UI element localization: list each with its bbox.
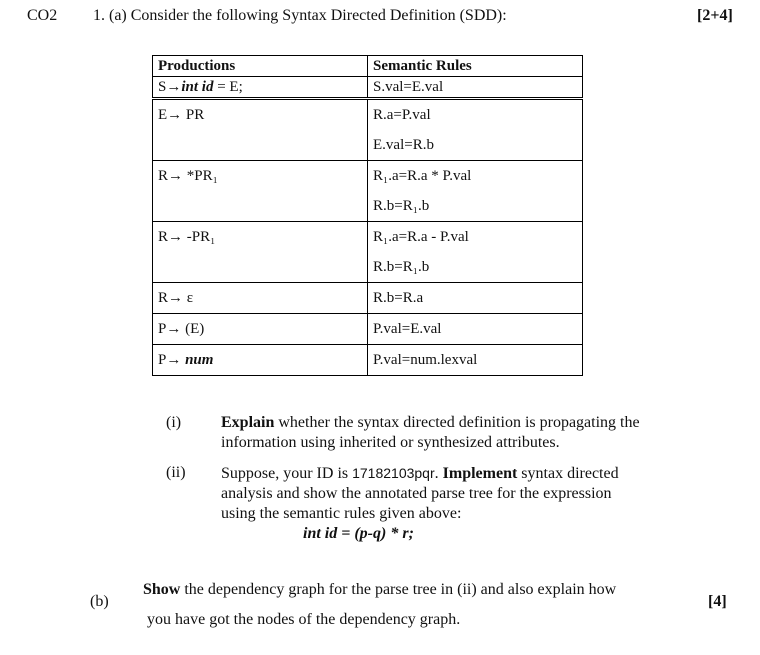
part-b-line1: Show the dependency graph for the parse tree in (ii) and also explain how	[143, 581, 617, 598]
table-row	[153, 222, 583, 283]
production-cell: R→ ε	[153, 283, 368, 314]
table-row	[153, 161, 583, 222]
table-row	[153, 345, 583, 376]
student-id: 17182103pqr	[352, 465, 435, 481]
table-row	[153, 99, 583, 161]
table-row	[153, 283, 583, 314]
semantic-rules-header: Semantic Rules	[368, 56, 583, 77]
table-header-row	[153, 56, 583, 77]
marks-label: [2+4]	[697, 7, 733, 24]
expression: int id = (p-q) * r;	[303, 525, 414, 542]
semantic-rule-cell: R.b=R.a	[368, 283, 583, 314]
production-cell: E→ PR	[153, 99, 368, 161]
semantic-rule-cell: R.a=P.val E.val=R.b	[368, 99, 583, 161]
semantic-rule-cell: S.val=E.val	[368, 77, 583, 99]
part-ii-label: (ii)	[166, 464, 186, 481]
productions-header: Productions	[153, 56, 368, 77]
semantic-rule-cell: P.val=E.val	[368, 314, 583, 345]
course-outcome-label: CO2	[27, 7, 58, 24]
production-cell: R→ -PR₁	[153, 222, 368, 283]
semantic-rule-cell: P.val=num.lexval	[368, 345, 583, 376]
part-ii-text: Suppose, your ID is 17182103pqr. Implement syntax directed analysis and show the annotated parse tree for the expression using the semantic rules given above:	[221, 465, 619, 522]
production-cell: S→int id = E;	[153, 77, 368, 99]
sdd-table	[152, 55, 583, 376]
part-b-line2: you have got the nodes of the dependency graph.	[147, 611, 461, 628]
part-i-label: (i)	[166, 414, 182, 431]
semantic-rule-cell: R₁.a=R.a * P.val R.b=R₁.b	[368, 161, 583, 222]
part-i-text: Explain whether the syntax directed definition is propagating the information using inherited or synthesized attributes.	[221, 414, 640, 451]
question-heading: 1. (a) Consider the following Syntax Directed Definition (SDD):	[93, 7, 507, 24]
production-cell: P→ (E)	[153, 314, 368, 345]
part-b-marks: [4]	[708, 593, 727, 610]
part-b-label: (b)	[90, 593, 109, 610]
table-row	[153, 77, 583, 99]
production-cell: R→ *PR₁	[153, 161, 368, 222]
semantic-rule-cell: R₁.a=R.a - P.val R.b=R₁.b	[368, 222, 583, 283]
production-cell: P→ num	[153, 345, 368, 376]
table-row	[153, 314, 583, 345]
